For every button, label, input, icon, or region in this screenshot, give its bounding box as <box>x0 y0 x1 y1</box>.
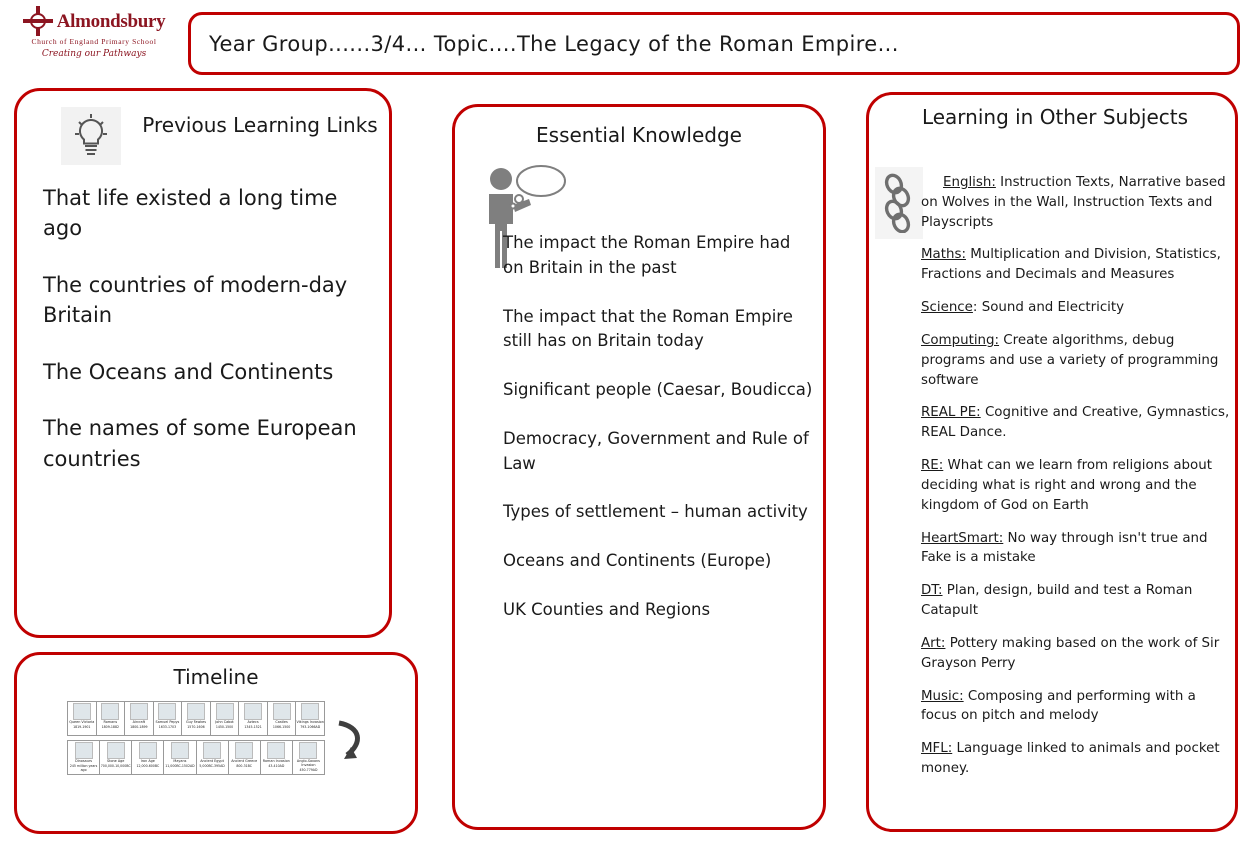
subject-text: No way through isn't true and Fake is a mistake <box>921 530 1208 566</box>
essential-knowledge-panel <box>452 104 826 830</box>
subject-label: Music: <box>921 688 964 704</box>
timeline-thumbnail <box>235 742 253 759</box>
list-item <box>921 581 1233 621</box>
timeline-thumbnail <box>267 742 285 759</box>
subject-label: MFL: <box>921 741 953 757</box>
timeline-table-bottom <box>67 740 325 775</box>
subject-text: Plan, design, build and test a Roman Catapult <box>921 583 1193 619</box>
school-subtitle: Church of England Primary School <box>31 37 157 46</box>
timeline-thumbnail <box>203 742 221 759</box>
list-item <box>921 634 1233 674</box>
list-item: The countries of modern-day Britain <box>43 272 348 328</box>
subject-text: Cognitive and Creative, Gymnastics, REAL Dance. <box>921 405 1230 441</box>
timeline-thumbnail <box>139 742 157 759</box>
logo-row <box>23 6 166 36</box>
subject-label: Computing: <box>921 332 1000 348</box>
list-item: The names of some European countries <box>43 416 357 471</box>
subject-text: : Sound and Electricity <box>972 300 1125 316</box>
timeline-cell: Ancient Greece 800-31BC <box>228 741 260 775</box>
list-item: That life existed a long time ago <box>43 186 338 241</box>
other-subjects-list <box>921 173 1233 792</box>
timeline-thumbnail <box>101 703 119 720</box>
timeline-thumbnail <box>75 742 93 759</box>
list-item <box>921 529 1233 569</box>
timeline-cell: Ancient Egypt 5,000BC-395AD <box>196 741 228 775</box>
subject-text: Instruction Texts, Narrative based on Wolves in the Wall, Instruction Texts and Playscripts <box>921 175 1226 230</box>
timeline-thumbnail <box>107 742 125 759</box>
subject-label: HeartSmart: <box>921 530 1004 546</box>
chain-links-icon <box>875 167 923 239</box>
timeline-thumbnail <box>187 703 205 720</box>
timeline-thumbnail <box>273 703 291 720</box>
header-title: Year Group......3/4... Topic....The Legacy of the Roman Empire... <box>209 31 899 56</box>
timeline-cell: Anglo-Saxons Invasion 450-779AD <box>292 741 324 775</box>
list-item <box>921 331 1233 390</box>
list-item: Types of settlement – human activity <box>503 502 808 522</box>
timeline-cell: Castles 1066-1500 <box>267 702 296 736</box>
timeline-thumbnail <box>158 703 176 720</box>
other-subjects-panel <box>866 92 1238 832</box>
list-item: Significant people (Caesar, Boudicca) <box>503 380 813 399</box>
list-item: The impact that the Roman Empire still has on Britain today <box>503 306 793 351</box>
list-item <box>921 173 1233 232</box>
previous-learning-panel <box>14 88 392 638</box>
timeline-cell: Stone Age 700,000-10,000BC <box>100 741 132 775</box>
timeline-thumbnail <box>299 742 317 759</box>
list-item <box>921 403 1233 443</box>
list-item: The impact the Roman Empire had on Britain in the past <box>503 233 791 277</box>
timeline-cell: Vikings Invasion 793-1066AD <box>296 702 325 736</box>
timeline-thumbnail <box>130 703 148 720</box>
school-logo <box>8 6 180 78</box>
cross-logo-icon <box>23 6 53 36</box>
list-item: UK Counties and Regions <box>503 599 711 619</box>
other-subjects-title: Learning in Other Subjects <box>921 105 1189 129</box>
subject-label: DT: <box>921 583 943 599</box>
subject-text: What can we learn from religions about deciding what is right and wrong and the kingdom of God on Earth <box>921 458 1212 513</box>
school-tagline: Creating our Pathways <box>41 49 147 59</box>
subject-text: Pottery making based on the work of Sir Grayson Perry <box>921 635 1220 671</box>
timeline-cell: Queen Victoria 1819-1901 <box>68 702 97 736</box>
timeline-thumbnail <box>244 703 262 720</box>
timeline-thumbnail <box>216 703 234 720</box>
subject-text: Multiplication and Division, Statistics, Fractions and Decimals and Measures <box>921 247 1221 283</box>
timeline-cell: Dinosaurs 245 million years ago <box>68 741 100 775</box>
timeline-cell: Samuel Pepys 1633-1703 <box>153 702 182 736</box>
timeline-table-top <box>67 701 325 736</box>
timeline-cell: Roman Invasion 43-410AD <box>260 741 292 775</box>
curved-arrow-icon <box>333 719 367 763</box>
list-item <box>921 298 1233 318</box>
school-name: Almondsbury <box>56 10 166 32</box>
subject-label: RE: <box>921 458 944 474</box>
list-item: Democracy, Government and Rule of Law <box>503 428 809 473</box>
subject-label: REAL PE: <box>921 405 981 421</box>
previous-learning-title: Previous Learning Links <box>142 113 378 137</box>
timeline-cell: Mayans 11,000BC-1502AD <box>164 741 196 775</box>
subject-label: Maths: <box>921 247 966 263</box>
timeline-thumbnail <box>73 703 91 720</box>
subject-label: Science <box>921 300 973 316</box>
table-row <box>68 702 325 736</box>
timeline-cell: Aztecs 1345-1521 <box>239 702 268 736</box>
timeline-cell: Romans 1809-1882 <box>96 702 125 736</box>
subject-text: Create algorithms, debug programs and use a variety of programming software <box>921 332 1219 388</box>
list-item: Oceans and Continents (Europe) <box>503 551 772 570</box>
subject-text: Language linked to animals and pocket money. <box>921 741 1220 777</box>
subject-label: English: <box>943 175 996 190</box>
subject-label: Art: <box>921 635 946 651</box>
header-banner <box>188 12 1240 75</box>
timeline-thumbnail <box>301 703 319 720</box>
subject-text: Composing and performing with a focus on pitch and melody <box>921 688 1196 724</box>
lightbulb-icon <box>61 107 121 165</box>
timeline-title: Timeline <box>173 665 259 689</box>
timeline-cell: John Cabot 1450-1500 <box>210 702 239 736</box>
list-item <box>921 739 1233 779</box>
timeline-image <box>67 701 325 775</box>
timeline-thumbnail <box>171 742 189 759</box>
timeline-cell: Aircraft 1800-1899 <box>125 702 154 736</box>
essential-knowledge-title: Essential Knowledge <box>536 123 742 147</box>
list-item <box>921 456 1233 515</box>
timeline-cell: Iron Age 12,000-600BC <box>132 741 164 775</box>
previous-learning-list <box>43 183 373 500</box>
list-item <box>921 687 1233 727</box>
table-row <box>68 741 325 775</box>
list-item <box>921 245 1233 285</box>
timeline-panel <box>14 652 418 834</box>
list-item: The Oceans and Continents <box>43 359 334 384</box>
essential-knowledge-list <box>503 231 813 647</box>
timeline-cell: Guy Fawkes 1570-1606 <box>182 702 211 736</box>
